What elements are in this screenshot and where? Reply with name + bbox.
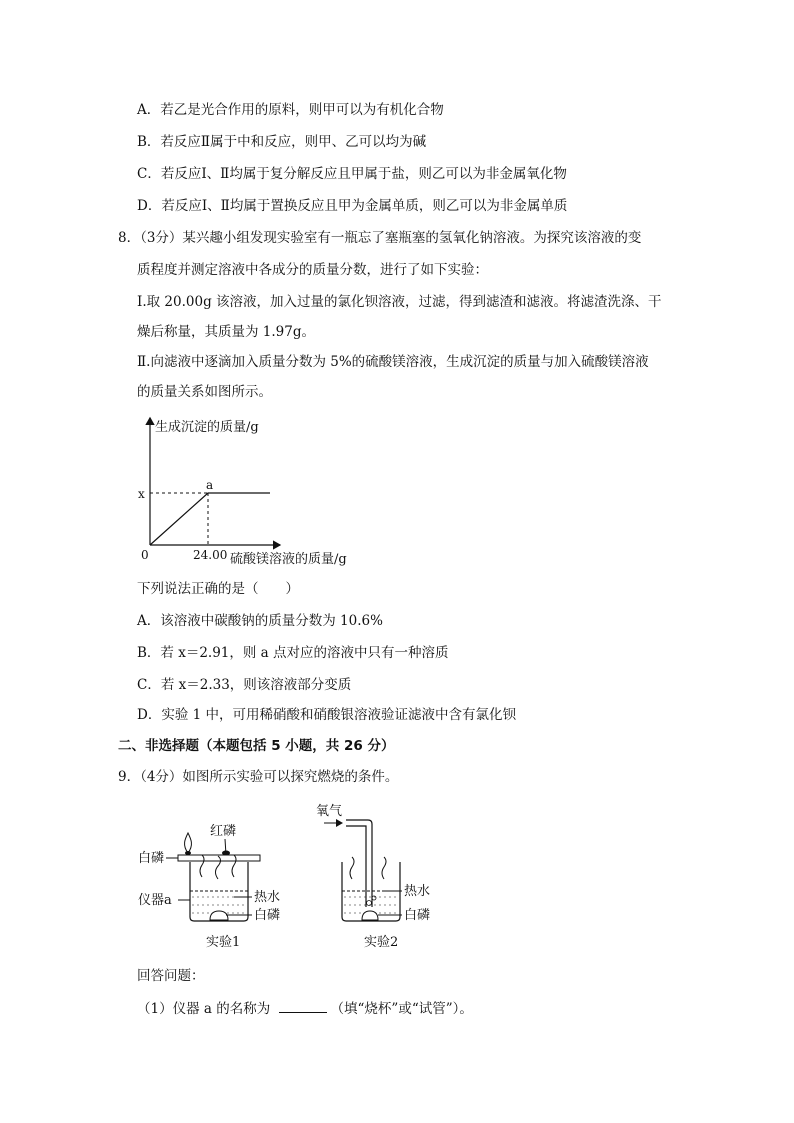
hot-water-label-1: 热水 [254, 890, 281, 905]
hot-water-label-2: 热水 [404, 884, 431, 899]
q7-option-b: B．若反应Ⅱ属于中和反应，则甲、乙可以均为碱 [137, 134, 427, 150]
red-phosphorus-lump [222, 851, 230, 856]
point-a-label: a [206, 478, 214, 492]
y-tick-label: x [138, 487, 145, 501]
red-phosphorus-label: 红磷 [210, 824, 237, 839]
y-axis-label: 生成沉淀的质量/g [155, 420, 259, 435]
q8-step2-line2: 的质量关系如图所示。 [137, 384, 272, 400]
x-tick-label: 24.00 [193, 548, 228, 562]
white-phosphorus-underwater [210, 911, 228, 920]
origin-label: 0 [141, 548, 149, 562]
combustion-experiment-figure [130, 795, 460, 955]
q8-step1-line2: 燥后称量，其质量为 1.97g。 [137, 324, 315, 340]
precipitate-line [150, 493, 270, 545]
oxygen-label: 氧气 [316, 804, 343, 819]
q9-sub1-prefix: （1）仪器 a 的名称为 [137, 1001, 275, 1017]
q9-sub1-suffix: （填“烧杯”或“试管”）。 [330, 1001, 473, 1017]
x-axis-label: 硫酸镁溶液的质量/g [230, 552, 347, 567]
q8-stem-line1: 8．（3分）某兴趣小组发现实验室有一瓶忘了塞瓶塞的氢氧化钠溶液。为探究该溶液的变 [118, 230, 642, 246]
q7-option-d: D．若反应Ⅰ、Ⅱ均属于置换反应且甲为金属单质，则乙可以为非金属单质 [137, 198, 568, 214]
q8-question: 下列说法正确的是（ ） [137, 581, 299, 597]
section2-heading: 二、非选择题（本题包括 5 小题，共 26 分） [118, 738, 395, 754]
q8-option-c: C．若 x＝2.33，则该溶液部分变质 [137, 677, 352, 693]
white-phosphorus-top-label: 白磷 [138, 851, 165, 866]
white-phosphorus-underwater-2 [362, 911, 378, 920]
q8-option-a: A．该溶液中碳酸钠的质量分数为 10.6% [137, 613, 383, 629]
q9-sub1 [137, 1000, 473, 1017]
instrument-a-label: 仪器a [138, 893, 172, 908]
q9-sub1-blank [279, 1000, 327, 1013]
precipitate-mass-chart [130, 410, 370, 570]
experiment-2-caption: 实验2 [364, 935, 399, 950]
flame-icon [185, 833, 192, 853]
q8-option-d: D．实验 1 中，可用稀硝酸和硝酸银溶液验证滤液中含有氯化钡 [137, 707, 516, 723]
white-phosphorus-label-2: 白磷 [404, 908, 431, 923]
q8-step2-line1: Ⅱ.向滤液中逐滴加入质量分数为 5%的硫酸镁溶液，生成沉淀的质量与加入硫酸镁溶液 [137, 354, 649, 370]
copper-plate [178, 855, 260, 861]
experiment-1-caption: 实验1 [206, 935, 241, 950]
q8-option-b: B．若 x＝2.91，则 a 点对应的溶液中只有一种溶质 [137, 645, 449, 661]
experiment-2-apparatus [316, 804, 430, 950]
answer-prompt: 回答问题： [137, 968, 205, 984]
q8-step1-line1: Ⅰ.取 20.00g 该溶液，加入过量的氯化钡溶液，过滤，得到滤渣和滤液。将滤渣洗涤、干 [137, 294, 662, 310]
q9-stem: 9．（4分）如图所示实验可以探究燃烧的条件。 [118, 769, 399, 785]
white-phosphorus-bottom-label-1: 白磷 [254, 908, 281, 923]
q8-stem-line2: 质程度并测定溶液中各成分的质量分数，进行了如下实验： [137, 262, 488, 278]
q7-option-a: A．若乙是光合作用的原料，则甲可以为有机化合物 [137, 102, 444, 118]
experiment-1-apparatus [138, 823, 280, 950]
q7-option-c: C．若反应Ⅰ、Ⅱ均属于复分解反应且甲属于盐，则乙可以为非金属氧化物 [137, 166, 567, 182]
glass-tube [346, 820, 372, 907]
